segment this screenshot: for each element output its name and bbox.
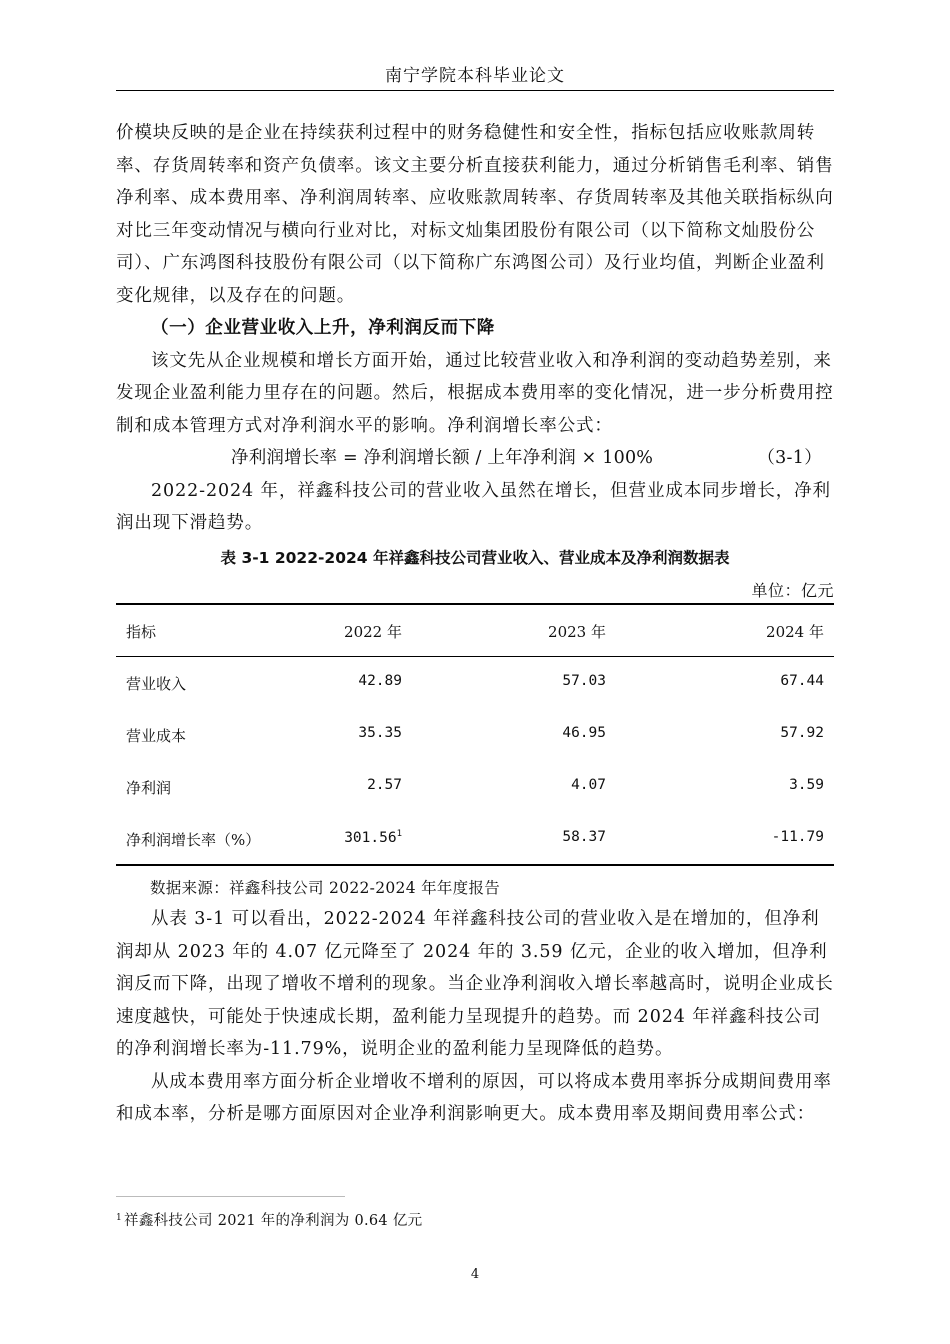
paragraph-intro-continued: 价模块反映的是企业在持续获利过程中的财务稳健性和安全性，指标包括应收账款周转率、存货周转率和资产负债率。该文主要分析直接获利能力，通过分析销售毛利率、销售净利率、成本费用率、净利润周转率、应收账款周转率、存货周转率及其他关联指标纵向对比三年变动情况与横向行业对比，对标文灿集团股份有限公司（以下简称文灿股份公司）、广东鸿图科技股份有限公司（以下简称广东鸿图公司）及行业均值，判断企业盈利变化规律，以及存在的问题。 — [116, 123, 834, 306]
table-cell: 46.95 — [562, 725, 606, 741]
table-cell: 3.59 — [789, 777, 824, 793]
table-cell: 58.37 — [562, 829, 606, 845]
body-section-bottom — [116, 903, 834, 1131]
section-heading: （一）企业营业收入上升，净利润反而下降 — [151, 318, 495, 338]
formula-line — [116, 442, 834, 475]
cell-value: 301.56 — [344, 830, 397, 846]
table-row — [116, 673, 834, 699]
running-header: 南宁学院本科毕业论文 — [385, 66, 565, 86]
footnote-mark: 1 — [116, 1213, 123, 1223]
page-number: 4 — [470, 1267, 480, 1282]
paragraph-analysis: 从表 3-1 可以看出，2022-2024 年祥鑫科技公司的营业收入是在增加的，但净利润却从 2023 年的 4.07 亿元降至了 2024 年的 3.59 亿元，企业的收入增加，但净利润反而下降，出现了增收不增利的现象。当企业净利润收入增长率越高时，说明企业成长速度越快，可能处于快速成长期，盈利能力呈现提升的趋势。而 2024 年祥鑫科技公司的净利润增长率为-11.79%，说明企业的盈利能力呈现降低的趋势。 — [116, 909, 834, 1059]
header-divider — [116, 90, 834, 91]
table-cell: 57.92 — [780, 725, 824, 741]
formula-net-profit-growth: 净利润增长率 = 净利润增长额 / 上年净利润 × 100% — [231, 448, 654, 468]
table-cell: 42.89 — [358, 673, 402, 689]
paragraph-cost-ratio: 从成本费用率方面分析企业增收不增利的原因，可以将成本费用率拆分成期间费用率和成本率，分析是哪方面原因对企业净利润影响更大。成本费用率及期间费用率公式： — [116, 1071, 832, 1124]
row-label: 净利润增长率（%） — [126, 831, 261, 849]
paragraph-trend: 2022-2024 年，祥鑫科技公司的营业收入虽然在增长，但营业成本同步增长，净利润出现下滑趋势。 — [116, 480, 831, 533]
row-label: 营业收入 — [126, 675, 187, 693]
table-header-cell: 2022 年 — [344, 623, 402, 641]
table-caption: 表 3-1 2022-2024 年祥鑫科技公司营业收入、营业成本及净利润数据表 — [220, 549, 730, 567]
footnote-divider — [116, 1196, 345, 1197]
footnote — [116, 1209, 422, 1230]
table-header-cell: 2024 年 — [766, 623, 824, 641]
table-row — [116, 725, 834, 751]
row-label: 净利润 — [126, 779, 172, 797]
table-row — [116, 777, 834, 803]
table-header-cell: 指标 — [126, 623, 157, 641]
table-row — [116, 829, 834, 855]
paragraph-method: 该文先从企业规模和增长方面开始，通过比较营业收入和净利润的变动趋势差别，来发现企业盈利能力里存在的问题。然后，根据成本费用率的变化情况，进一步分析费用控制和成本管理方式对净利润水平的影响。净利润增长率公式： — [116, 350, 834, 436]
formula-number: （3-1） — [757, 448, 822, 468]
footnote-reference[interactable]: 1 — [396, 829, 402, 839]
table-header-cell: 2023 年 — [548, 623, 606, 641]
table-cell: 35.35 — [358, 725, 402, 741]
table-source-note: 数据来源：祥鑫科技公司 2022-2024 年年度报告 — [150, 879, 501, 897]
table-cell: 2.57 — [367, 777, 402, 793]
table-cell: 67.44 — [780, 673, 824, 689]
table-header-row — [116, 621, 834, 647]
table-cell — [344, 829, 402, 846]
table-top-rule — [116, 603, 834, 605]
table-cell: -11.79 — [771, 829, 824, 845]
table-cell: 4.07 — [571, 777, 606, 793]
table-cell: 57.03 — [562, 673, 606, 689]
footnote-text: 祥鑫科技公司 2021 年的净利润为 0.64 亿元 — [124, 1213, 423, 1229]
table-bottom-rule — [116, 864, 834, 866]
table-header-rule — [116, 656, 834, 657]
row-label: 营业成本 — [126, 727, 187, 745]
table-unit: 单位：亿元 — [751, 581, 834, 600]
body-section-top — [116, 117, 834, 540]
